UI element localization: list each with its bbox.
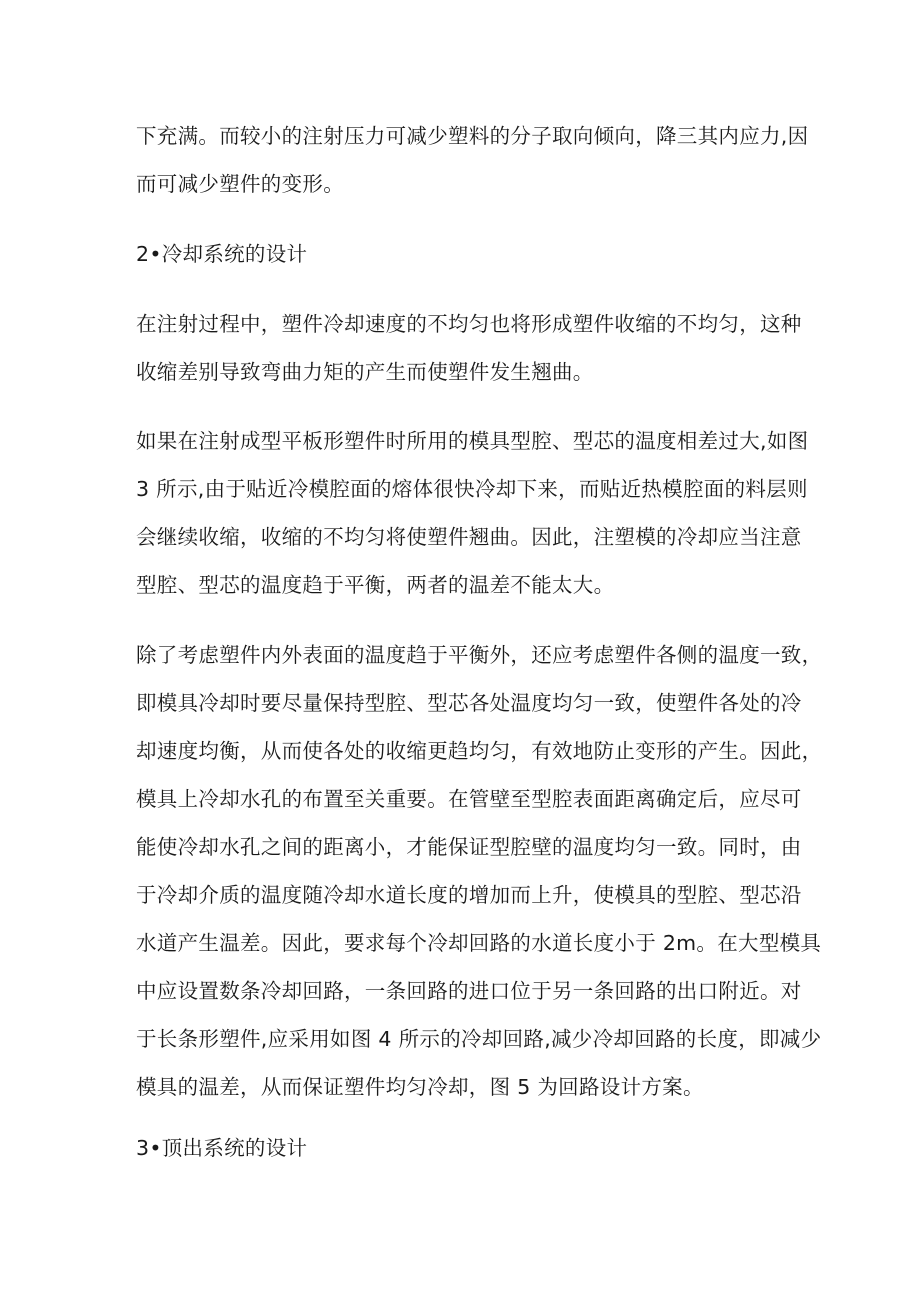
- paragraph-1-line-1: 下充满。而较小的注射压力可减少塑料的分子取向倾向，降三其内应力,因: [136, 124, 809, 148]
- section-heading-cooling-system: 2•冷却系统的设计: [136, 242, 308, 266]
- paragraph-4-line-10: 模具的温差，从而保证塑件均匀冷却，图 5 为回路设计方案。: [136, 1075, 704, 1099]
- paragraph-4-line-1: 除了考虑塑件内外表面的温度趋于平衡外，还应考虑塑件各侧的温度一致，: [136, 643, 823, 667]
- paragraph-1-line-2: 而可减少塑件的变形。: [136, 172, 344, 196]
- paragraph-3-line-1: 如果在注射成型平板形塑件时所用的模具型腔、型芯的温度相差过大,如图: [136, 429, 809, 453]
- section-heading-ejection-system: 3•顶出系统的设计: [136, 1136, 308, 1160]
- paragraph-3-line-2: 3 所示,由于贴近冷模腔面的熔体很快冷却下来，而贴近热模腔面的料层则: [136, 477, 808, 501]
- paragraph-4-line-9: 于长条形塑件,应采用如图 4 所示的冷却回路,减少冷却回路的长度，即减少: [136, 1027, 822, 1051]
- paragraph-4-line-4: 模具上冷却水孔的布置至关重要。在管壁至型腔表面距离确定后，应尽可: [136, 787, 802, 811]
- paragraph-4-line-3: 却速度均衡，从而使各处的收缩更趋均匀，有效地防止变形的产生。因此，: [136, 739, 823, 763]
- paragraph-2-line-1: 在注射过程中，塑件冷却速度的不均匀也将形成塑件收缩的不均匀，这种: [136, 312, 802, 336]
- paragraph-4-line-2: 即模具冷却时要尽量保持型腔、型芯各处温度均匀一致，使塑件各处的冷: [136, 691, 802, 715]
- paragraph-3-line-4: 型腔、型芯的温度趋于平衡，两者的温差不能太大。: [136, 573, 615, 597]
- paragraph-4-line-7: 水道产生温差。因此，要求每个冷却回路的水道长度小于 2m。在大型模具: [136, 931, 822, 955]
- paragraph-4-line-8: 中应设置数条冷却回路，一条回路的进口位于另一条回路的出口附近。对: [136, 979, 802, 1003]
- paragraph-4-line-5: 能使冷却水孔之间的距离小，才能保证型腔壁的温度均匀一致。同时，由: [136, 835, 802, 859]
- paragraph-2-line-2: 收缩差别导致弯曲力矩的产生而使塑件发生翘曲。: [136, 360, 594, 384]
- paragraph-3-line-3: 会继续收缩，收缩的不均匀将使塑件翘曲。因此，注塑模的冷却应当注意: [136, 525, 802, 549]
- paragraph-4-line-6: 于冷却介质的温度随冷却水道长度的增加而上升，使模具的型腔、型芯沿: [136, 883, 802, 907]
